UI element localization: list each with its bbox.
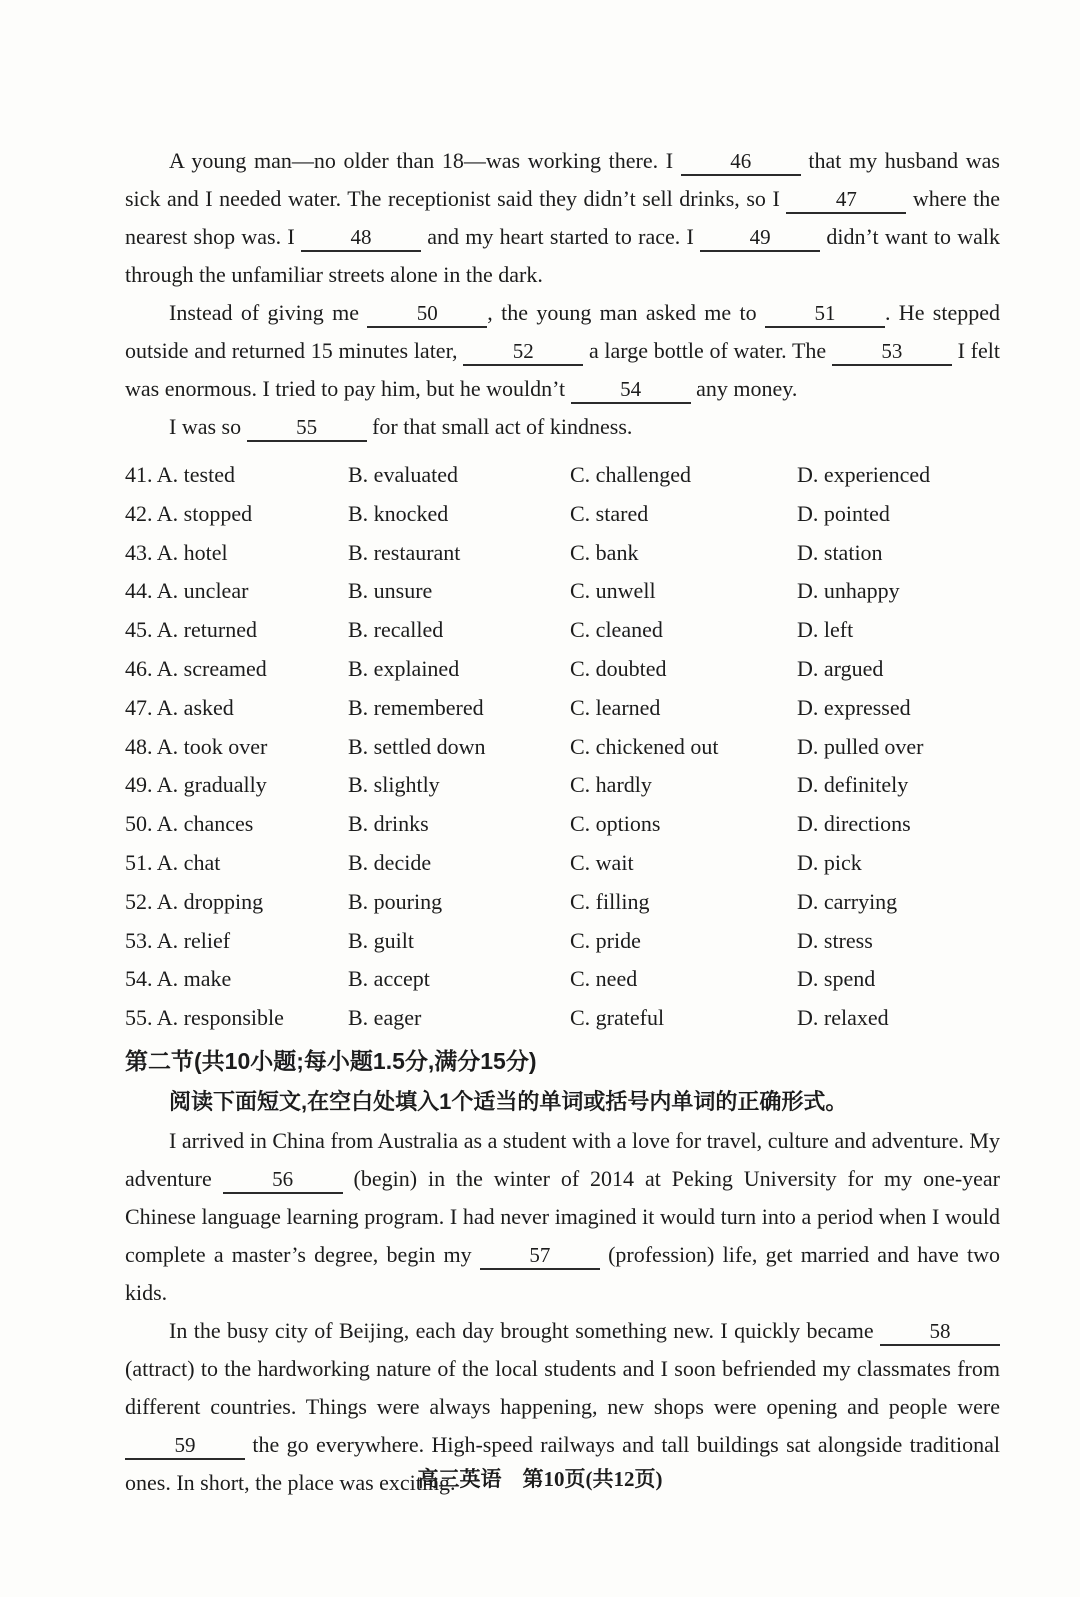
option-cell: C. chickened out <box>570 733 719 759</box>
option-cell: D. argued <box>797 655 884 681</box>
option-row <box>125 689 1000 728</box>
options-table <box>125 456 1000 1038</box>
option-cell: 43. A. hotel <box>125 539 228 565</box>
option-cell: B. decide <box>348 849 432 875</box>
option-cell: C. filling <box>570 888 650 914</box>
option-cell: D. spend <box>797 966 876 992</box>
option-row <box>125 766 1000 805</box>
option-cell: C. options <box>570 811 661 837</box>
blank-57: 57 <box>480 1242 600 1270</box>
grammar-passage <box>125 1122 1000 1502</box>
cloze-passage <box>125 142 1000 446</box>
option-cell: D. unhappy <box>797 578 900 604</box>
blank-47: 47 <box>786 186 906 214</box>
option-cell: D. left <box>797 617 854 643</box>
option-cell: B. accept <box>348 966 430 992</box>
blank-48: 48 <box>301 224 421 252</box>
section2-instruction: 阅读下面短文,在空白处填入1个适当的单词或括号内单词的正确形式。 <box>169 1088 848 1114</box>
option-cell: D. relaxed <box>797 1005 889 1031</box>
blank-54: 54 <box>571 376 691 404</box>
option-cell: C. grateful <box>570 1005 665 1031</box>
option-cell: B. guilt <box>348 927 415 953</box>
option-cell: C. hardly <box>570 772 652 798</box>
option-cell: 53. A. relief <box>125 927 231 953</box>
option-cell: C. learned <box>570 694 661 720</box>
option-cell: B. recalled <box>348 617 444 643</box>
option-cell: B. knocked <box>348 500 449 526</box>
passage-paragraph: In the busy city of Beijing, each day brought something new. I quickly became 58 (attract) to the hardworking nature of the local students and I soon befriended my classmates from different countries. Things were always happening, new shops were opening and people were 59 the go everywhere. High-speed railways and tall buildings sat alongside traditional ones. In short, the place was exciting. <box>125 1317 1000 1495</box>
option-row <box>125 883 1000 922</box>
option-cell: C. cleaned <box>570 617 663 643</box>
option-row <box>125 960 1000 999</box>
option-cell: D. pick <box>797 849 862 875</box>
option-cell: B. explained <box>348 655 460 681</box>
option-cell: 51. A. chat <box>125 849 221 875</box>
blank-52: 52 <box>463 338 583 366</box>
option-cell: D. station <box>797 539 883 565</box>
blank-51: 51 <box>765 300 885 328</box>
option-cell: 47. A. asked <box>125 694 234 720</box>
option-row <box>125 611 1000 650</box>
blank-59: 59 <box>125 1432 245 1460</box>
option-cell: 45. A. returned <box>125 617 257 643</box>
option-row <box>125 572 1000 611</box>
option-row <box>125 728 1000 767</box>
option-cell: D. directions <box>797 811 911 837</box>
option-cell: D. pulled over <box>797 733 924 759</box>
section2-header: 第二节(共10小题;每小题1.5分,满分15分) <box>125 1047 537 1074</box>
blank-49: 49 <box>700 224 820 252</box>
option-cell: D. carrying <box>797 888 898 914</box>
option-cell: 49. A. gradually <box>125 772 267 798</box>
option-cell: 55. A. responsible <box>125 1005 284 1031</box>
passage-paragraph: I arrived in China from Australia as a student with a love for travel, culture and adventure. My adventure 56 (begin) in the winter of 2014 at Peking University for my one-year Chinese language learning program. I had never imagined it would turn into a period when I would complete a master’s degree, begin my 57 (profession) life, get married and have two kids. <box>125 1127 1001 1305</box>
option-cell: B. pouring <box>348 888 443 914</box>
option-cell: 50. A. chances <box>125 811 254 837</box>
option-cell: B. remembered <box>348 694 484 720</box>
option-cell: C. challenged <box>570 462 691 487</box>
blank-58: 58 <box>880 1318 1000 1346</box>
passage-paragraph: A young man—no older than 18—was working there. I 46 that my husband was sick and I needed water. The receptionist said they didn’t sell drinks, so I 47 where the nearest shop was. I 48 and my heart started to race. I 49 didn’t want to walk through the unfamiliar streets alone in the dark. <box>125 148 1001 287</box>
option-cell: 42. A. stopped <box>125 500 253 526</box>
option-cell: C. unwell <box>570 578 656 604</box>
blank-56: 56 <box>223 1166 343 1194</box>
blank-55: 55 <box>247 414 367 442</box>
option-cell: 48. A. took over <box>125 733 268 759</box>
option-row <box>125 534 1000 573</box>
option-row <box>125 805 1000 844</box>
option-cell: C. stared <box>570 500 649 526</box>
option-cell: B. settled down <box>348 733 486 759</box>
option-cell: B. eager <box>348 1005 422 1031</box>
option-cell: B. unsure <box>348 578 433 604</box>
passage-paragraph: I was so 55 for that small act of kindness. <box>125 408 1000 446</box>
option-row <box>125 999 1000 1038</box>
option-cell: D. definitely <box>797 772 909 798</box>
option-cell: C. need <box>570 966 638 992</box>
option-row <box>125 495 1000 534</box>
option-cell: B. evaluated <box>348 462 458 487</box>
option-cell: C. doubted <box>570 655 667 681</box>
option-cell: C. bank <box>570 539 639 565</box>
passage-paragraph: Instead of giving me 50 , the young man asked me to 51 . He stepped outside and returned 15 minutes later, 52 a large bottle of water. The 53 I felt was enormous. I tried to pay him, but he wouldn’t 54 any money. <box>125 294 1000 408</box>
option-cell: B. slightly <box>348 772 440 798</box>
option-row <box>125 844 1000 883</box>
option-row <box>125 456 1000 495</box>
option-cell: C. pride <box>570 927 641 953</box>
option-cell: C. wait <box>570 849 634 875</box>
option-cell: 54. A. make <box>125 966 232 992</box>
option-cell: D. expressed <box>797 694 911 720</box>
option-row <box>125 650 1000 689</box>
option-cell: 44. A. unclear <box>125 578 249 604</box>
option-cell: 41. A. tested <box>125 462 235 487</box>
blank-50: 50 <box>367 300 487 328</box>
option-cell: B. drinks <box>348 811 429 837</box>
option-cell: 52. A. dropping <box>125 888 264 914</box>
option-cell: D. stress <box>797 927 873 953</box>
option-cell: 46. A. screamed <box>125 655 267 681</box>
option-cell: D. experienced <box>797 462 931 487</box>
option-row <box>125 922 1000 961</box>
blank-46: 46 <box>681 148 801 176</box>
option-cell: D. pointed <box>797 500 890 526</box>
page-footer: 高三英语 第10页(共12页) <box>417 1467 663 1491</box>
option-cell: B. restaurant <box>348 539 461 565</box>
blank-53: 53 <box>832 338 952 366</box>
